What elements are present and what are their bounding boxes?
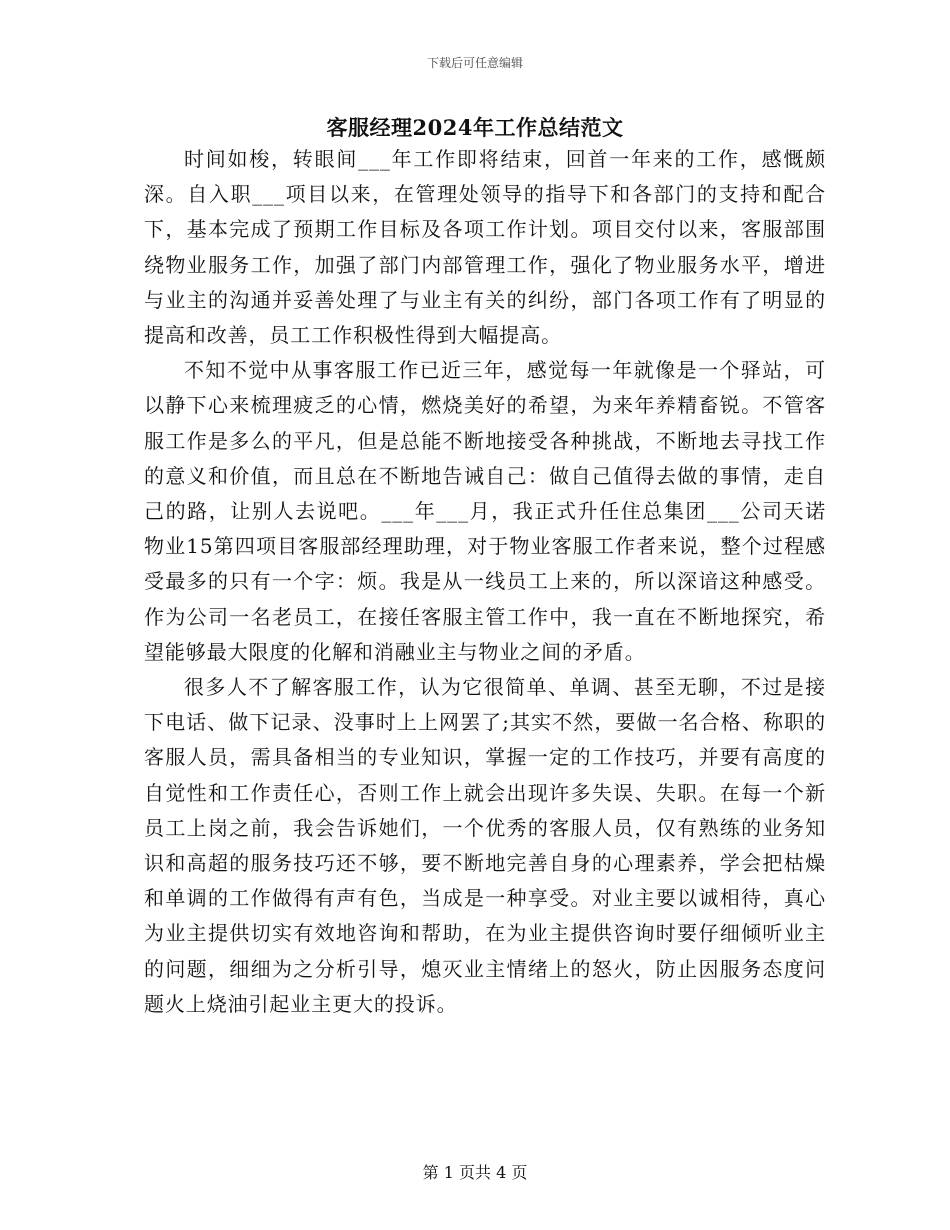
document-title: 客服经理2024年工作总结范文 xyxy=(326,115,624,140)
page-footer: 第 1 页共 4 页 xyxy=(422,1163,528,1182)
paragraph-2: 不知不觉中从事客服工作已近三年，感觉每一年就像是一个驿站，可以静下心来梳理疲乏的心情，燃烧美好的希望，为来年养精畜锐。不管客服工作是多么的平凡，但是总能不断地接受各种挑战，不断地去寻找工作的意义和价值，而且总在不断地告诫自己：做自己值得去做的事情，走自己的路，让别人去说吧。___年___月，我正式升任住总集团___公司天诺物业15第四项目客服部经理助理，对于物业客服工作者来说，整个过程感受最多的只有一个字：烦。我是从一线员工上来的，所以深谙这种感受。作为公司一名老员工，在接任客服主管工作中，我一直在不断地探究，希望能够最大限度的化解和消融业主与物业之间的矛盾。 xyxy=(144,358,826,664)
paragraph-1: 时间如梭，转眼间___年工作即将结束，回首一年来的工作，感慨颇深。自入职___项目以来，在管理处领导的指导下和各部门的支持和配合下，基本完成了预期工作目标及各项工作计划。项目交付以来，客服部围绕物业服务工作，加强了部门内部管理工作，强化了物业服务水平，增进与业主的沟通并妥善处理了与业主有关的纠纷，部门各项工作有了明显的提高和改善，员工工作积极性得到大幅提高。 xyxy=(144,147,826,348)
header-note: 下载后可任意编辑 xyxy=(426,56,523,70)
document-body xyxy=(144,142,826,1022)
paragraph-3: 很多人不了解客服工作，认为它很简单、单调、甚至无聊，不过是接下电话、做下记录、没事时上上网罢了;其实不然，要做一名合格、称职的客服人员，需具备相当的专业知识，掌握一定的工作技巧，并要有高度的自觉性和工作责任心，否则工作上就会出现许多失误、失职。在每一个新员工上岗之前，我会告诉她们，一个优秀的客服人员，仅有熟练的业务知识和高超的服务技巧还不够，要不断地完善自身的心理素养，学会把枯燥和单调的工作做得有声有色，当成是一种享受。对业主要以诚相待，真心为业主提供切实有效地咨询和帮助，在为业主提供咨询时要仔细倾听业主的问题，细细为之分析引导，熄灭业主情绪上的怒火，防止因服务态度问题火上烧油引起业主更大的投诉。 xyxy=(144,675,826,1016)
